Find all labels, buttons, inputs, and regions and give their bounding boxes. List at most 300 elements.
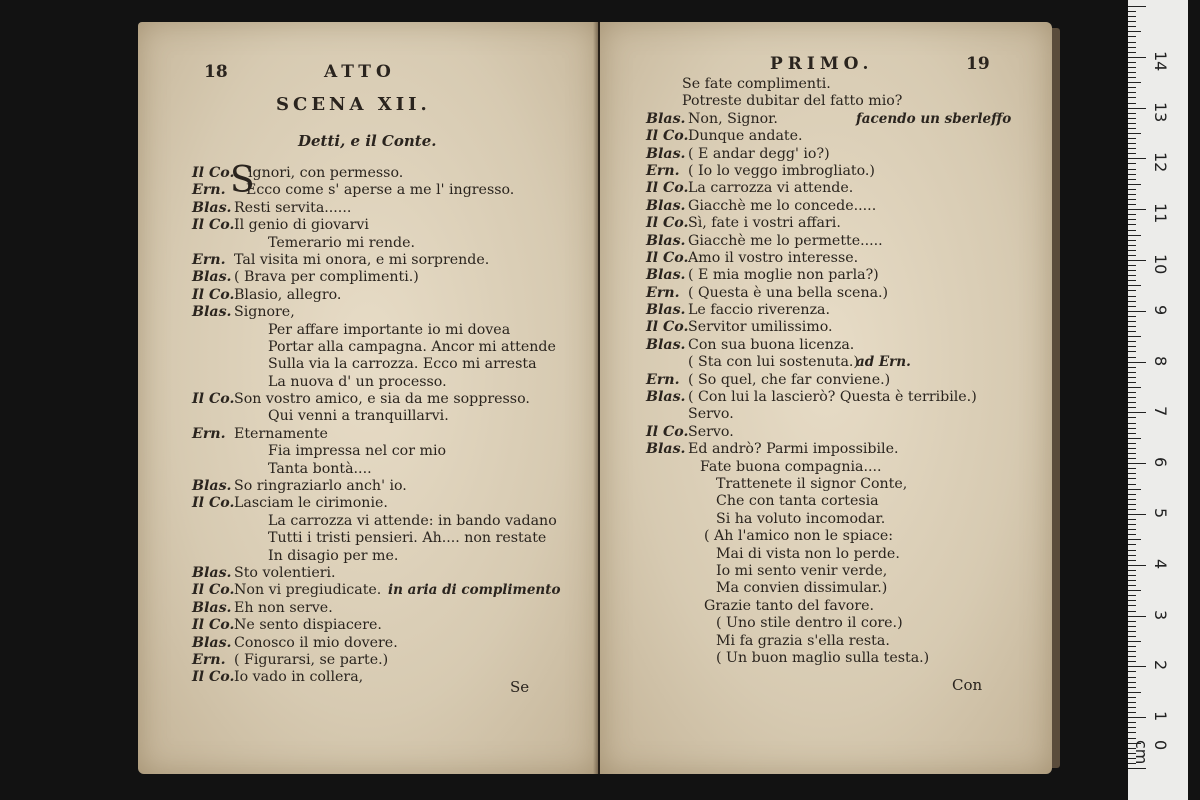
ruler-tick	[1128, 377, 1136, 378]
line-text: Sulla via la carrozza. Ecco mi arresta	[268, 356, 537, 373]
text-line	[192, 652, 598, 669]
speaker-label: Il Co.	[646, 128, 689, 145]
speaker-label: Il Co.	[192, 165, 235, 181]
line-text: ( E andar degg' io?)	[688, 145, 830, 162]
speaker-label: Ern.	[192, 651, 226, 668]
ruler-tick	[1128, 341, 1136, 342]
speaker-label: Blas.	[646, 145, 686, 162]
line-text: Trattenete il signor Conte,	[716, 475, 908, 492]
text-line	[192, 635, 598, 652]
ruler-tick	[1128, 367, 1136, 368]
ruler-tick	[1128, 199, 1136, 200]
text-line	[646, 459, 1052, 476]
ruler-label: 9	[1151, 304, 1170, 315]
ruler-tick	[1128, 707, 1136, 708]
stage-direction: ad Ern.	[856, 354, 911, 371]
text-line	[192, 548, 598, 565]
ruler-tick	[1128, 443, 1136, 444]
ruler-tick	[1128, 438, 1141, 439]
speaker-label: Blas.	[646, 389, 686, 406]
ruler-tick	[1128, 265, 1136, 266]
ruler-tick	[1128, 428, 1136, 429]
text-line	[646, 111, 1052, 128]
ruler-tick	[1128, 57, 1146, 58]
text-line	[192, 582, 598, 599]
speaker-label: Il Co.	[646, 215, 689, 232]
text-line	[192, 513, 598, 530]
left-page	[138, 22, 598, 774]
ruler-tick	[1128, 301, 1136, 302]
speaker-label: Blas.	[192, 478, 232, 495]
text-line	[192, 530, 598, 547]
ruler-tick	[1128, 26, 1136, 27]
ruler-tick	[1128, 489, 1141, 490]
text-line	[192, 478, 598, 495]
line-text: Io vado in collera,	[234, 669, 364, 686]
ruler-tick	[1128, 321, 1136, 322]
ruler-tick	[1128, 651, 1136, 652]
text-line	[192, 339, 598, 356]
text-line	[192, 374, 598, 391]
text-line	[192, 565, 598, 582]
page-number-right: 19	[966, 54, 990, 74]
line-text: Eternamente	[234, 425, 328, 442]
ruler-label: 6	[1151, 457, 1170, 468]
speaker-label: Il Co.	[192, 391, 235, 408]
text-line	[192, 461, 598, 478]
ruler-tick	[1128, 362, 1146, 363]
cast-line: Detti, e il Conte.	[298, 132, 437, 150]
text-line	[192, 669, 598, 686]
ruler-tick	[1128, 250, 1136, 251]
ruler-tick	[1128, 67, 1136, 68]
text-line	[646, 163, 1052, 180]
line-text: ( So quel, che far conviene.)	[688, 371, 891, 388]
line-text: ( Questa è una bella scena.)	[688, 284, 889, 301]
ruler-tick	[1128, 494, 1136, 495]
text-line	[192, 426, 598, 443]
line-text: Non, Signor.	[688, 110, 778, 127]
line-text: ( Figurarsi, se parte.)	[234, 651, 389, 668]
line-text: Si ha voluto incomodar.	[716, 510, 886, 527]
text-line	[192, 600, 598, 617]
ruler-tick	[1128, 621, 1136, 622]
page-edges	[1052, 28, 1060, 768]
ruler-label: 11	[1151, 203, 1170, 224]
ruler-tick	[1128, 108, 1146, 109]
speaker-label: Il Co.	[192, 495, 235, 512]
ruler-tick	[1128, 768, 1146, 769]
ruler-tick	[1128, 697, 1136, 698]
ruler-tick	[1128, 732, 1136, 733]
ruler-tick	[1128, 214, 1136, 215]
line-text: Blasio, allegro.	[234, 286, 342, 303]
text-line	[646, 389, 1052, 406]
ruler-label: 10	[1151, 254, 1170, 275]
ruler-label: 13	[1151, 101, 1170, 122]
ruler-tick	[1128, 453, 1136, 454]
line-text: Eh non serve.	[234, 599, 333, 616]
ruler-tick	[1128, 687, 1136, 688]
speaker-label: Blas.	[646, 441, 686, 458]
line-text: Conosco il mio dovere.	[234, 634, 398, 651]
text-line	[646, 146, 1052, 163]
line-text: Portar alla campagna. Ancor mi attende	[268, 338, 556, 355]
ruler-tick	[1128, 123, 1136, 124]
ruler-tick	[1128, 519, 1136, 520]
ruler-tick	[1128, 550, 1136, 551]
text-line	[646, 233, 1052, 250]
ruler-label: 14	[1151, 50, 1170, 72]
text-line	[646, 598, 1052, 615]
ruler-tick	[1128, 544, 1136, 545]
running-head-right: PRIMO.	[770, 54, 874, 74]
ruler-tick	[1128, 224, 1136, 225]
ruler-tick	[1128, 682, 1136, 683]
ruler-tick	[1128, 611, 1136, 612]
ruler-tick	[1128, 209, 1146, 210]
speaker-label: Blas.	[646, 110, 686, 127]
text-line	[192, 408, 598, 425]
ruler-tick	[1128, 113, 1136, 114]
text-line	[192, 235, 598, 252]
ruler-tick	[1128, 448, 1136, 449]
page-number-left: 18	[204, 62, 228, 82]
text-line	[192, 304, 598, 321]
speaker-label: Blas.	[646, 197, 686, 214]
line-text: Amo il vostro interesse.	[688, 249, 859, 266]
speaker-label: Il Co.	[646, 249, 689, 266]
ruler-tick	[1128, 712, 1136, 713]
measuring-ruler	[1128, 0, 1188, 800]
ruler-tick	[1128, 529, 1136, 530]
line-text: In disagio per me.	[268, 547, 399, 564]
text-line	[646, 580, 1052, 597]
ruler-tick	[1128, 346, 1136, 347]
ruler-tick	[1128, 677, 1136, 678]
text-line	[646, 441, 1052, 458]
ruler-tick	[1128, 575, 1136, 576]
speaker-label: Il Co.	[646, 423, 689, 440]
line-text: Servo.	[688, 406, 734, 423]
text-line	[646, 198, 1052, 215]
left-text-block	[192, 160, 598, 687]
line-text: Mi fa grazia s'ella resta.	[716, 632, 890, 649]
speaker-label: Ern.	[192, 425, 226, 442]
ruler-tick	[1128, 92, 1136, 93]
text-line	[646, 76, 1052, 93]
ruler-tick	[1128, 11, 1136, 12]
ruler-tick	[1128, 169, 1136, 170]
ruler-tick	[1128, 636, 1136, 637]
ruler-tick	[1128, 402, 1136, 403]
ruler-tick	[1128, 275, 1136, 276]
ruler-tick	[1128, 555, 1136, 556]
ruler-tick	[1128, 417, 1136, 418]
line-text: ignori, con permesso.	[248, 165, 404, 181]
speaker-label: Blas.	[646, 267, 686, 284]
line-text: Per affare importante io mi dovea	[268, 321, 511, 338]
text-line	[646, 372, 1052, 389]
text-line	[646, 493, 1052, 510]
line-text: Potreste dubitar del fatto mio?	[682, 93, 903, 110]
speaker-label: Ern.	[646, 284, 680, 301]
ruler-tick	[1128, 189, 1136, 190]
ruler-tick	[1128, 255, 1136, 256]
line-text: Che con tanta cortesia	[716, 493, 879, 510]
ruler-tick	[1128, 174, 1136, 175]
text-line	[192, 165, 598, 182]
ruler-tick	[1128, 72, 1136, 73]
speaker-label: Ern.	[646, 371, 680, 388]
ruler-tick	[1128, 357, 1136, 358]
ruler-tick	[1128, 392, 1136, 393]
ruler-tick	[1128, 717, 1146, 718]
text-line	[646, 337, 1052, 354]
ruler-label: 3	[1151, 609, 1170, 620]
running-head-left: ATTO	[324, 62, 396, 82]
ruler-tick	[1128, 296, 1136, 297]
text-line	[646, 406, 1052, 423]
line-text: Tanta bontà....	[268, 460, 372, 477]
ruler-tick	[1128, 153, 1136, 154]
ruler-tick	[1128, 397, 1136, 398]
line-text: Fate buona compagnia....	[700, 458, 882, 475]
ruler-tick	[1128, 514, 1146, 515]
ruler-tick	[1128, 128, 1136, 129]
ruler-tick	[1128, 372, 1136, 373]
ruler-tick	[1128, 87, 1136, 88]
ruler-tick	[1128, 722, 1136, 723]
ruler-tick	[1128, 463, 1146, 464]
ruler-tick	[1128, 412, 1146, 413]
ruler-tick	[1128, 280, 1136, 281]
ruler-tick	[1128, 204, 1136, 205]
text-line	[646, 250, 1052, 267]
ruler-tick	[1128, 306, 1136, 307]
ruler-tick	[1128, 387, 1141, 388]
speaker-label: Il Co.	[192, 617, 235, 634]
ruler-tick	[1128, 565, 1146, 566]
ruler-tick	[1128, 600, 1136, 601]
speaker-label: Ern.	[646, 162, 680, 179]
text-line	[646, 528, 1052, 545]
line-text: Son vostro amico, e sia da me soppresso.	[234, 391, 530, 408]
stage-direction: in aria di complimento	[388, 582, 561, 599]
line-text: Tutti i tristi pensieri. Ah.... non restate	[268, 530, 547, 547]
ruler-tick	[1128, 290, 1136, 291]
ruler-tick	[1128, 423, 1136, 424]
text-line	[646, 354, 1052, 371]
text-line	[192, 287, 598, 304]
ruler-tick	[1128, 316, 1136, 317]
text-line	[646, 476, 1052, 493]
catchword-left: Se	[510, 678, 530, 696]
ruler-tick	[1128, 433, 1136, 434]
text-line	[192, 495, 598, 512]
ruler-tick	[1128, 671, 1136, 672]
speaker-label: Blas.	[192, 269, 232, 286]
ruler-tick	[1128, 351, 1136, 352]
text-line	[192, 443, 598, 460]
ruler-tick	[1128, 62, 1136, 63]
speaker-label: Ern.	[192, 182, 226, 199]
ruler-tick	[1128, 331, 1136, 332]
ruler-tick	[1128, 77, 1136, 78]
line-text: Lasciam le cirimonie.	[234, 495, 388, 512]
line-text: ( Un buon maglio sulla testa.)	[716, 649, 930, 666]
line-text: ( Uno stile dentro il core.)	[716, 615, 903, 632]
ruler-tick	[1128, 260, 1146, 261]
ruler-tick	[1128, 626, 1136, 627]
catchword-right: Con	[952, 676, 983, 694]
ruler-tick	[1128, 656, 1136, 657]
speaker-label: Il Co.	[646, 180, 689, 197]
text-line	[646, 285, 1052, 302]
ruler-tick	[1128, 702, 1136, 703]
text-line	[192, 252, 598, 269]
ruler-tick	[1128, 6, 1146, 7]
text-line	[192, 617, 598, 634]
ruler-tick	[1128, 468, 1136, 469]
ruler-tick	[1128, 570, 1136, 571]
text-line	[192, 269, 598, 286]
ruler-label: 0 cm	[1132, 740, 1170, 765]
text-line	[192, 356, 598, 373]
line-text: Ne sento dispiacere.	[234, 617, 382, 634]
ruler-tick	[1128, 509, 1136, 510]
ruler-tick	[1128, 82, 1141, 83]
ruler-tick	[1128, 524, 1136, 525]
ruler-tick	[1128, 738, 1136, 739]
ruler-tick	[1128, 148, 1136, 149]
ruler-tick	[1128, 42, 1136, 43]
text-line	[646, 563, 1052, 580]
ruler-tick	[1128, 230, 1136, 231]
line-text: ( E mia moglie non parla?)	[688, 267, 879, 284]
ruler-label: 2	[1151, 660, 1170, 671]
line-text: Dunque andate.	[688, 128, 803, 145]
text-line	[646, 633, 1052, 650]
text-line	[646, 93, 1052, 110]
line-text: ( Con lui la lascierò? Questa è terribile.)	[688, 389, 977, 406]
line-text: Temerario mi rende.	[268, 234, 416, 251]
line-text: Non vi pregiudicate.	[234, 582, 382, 599]
line-text: Il genio di giovarvi	[234, 217, 369, 234]
ruler-tick	[1128, 585, 1136, 586]
line-text: ( Io lo veggo imbrogliato.)	[688, 162, 875, 179]
ruler-tick	[1128, 52, 1136, 53]
ruler-tick	[1128, 270, 1136, 271]
ruler-tick	[1128, 407, 1136, 408]
ruler-tick	[1128, 47, 1136, 48]
speaker-label: Blas.	[192, 304, 232, 321]
text-line	[646, 215, 1052, 232]
ruler-tick	[1128, 473, 1136, 474]
speaker-label: Il Co.	[192, 669, 235, 686]
line-text: Con sua buona licenza.	[688, 336, 855, 353]
line-text: Ecco come s' aperse a me l' ingresso.	[246, 182, 515, 199]
line-text: Servo.	[688, 423, 734, 440]
line-text: Tal visita mi onora, e mi sorprende.	[234, 251, 490, 268]
ruler-tick	[1128, 504, 1136, 505]
ruler-tick	[1128, 16, 1136, 17]
text-line	[646, 267, 1052, 284]
ruler-label: 5	[1151, 508, 1170, 519]
ruler-tick	[1128, 499, 1136, 500]
ruler-tick	[1128, 103, 1136, 104]
text-line	[646, 180, 1052, 197]
line-text: Giacchè me lo concede.....	[688, 197, 877, 214]
ruler-tick	[1128, 36, 1136, 37]
ruler-tick	[1128, 143, 1136, 144]
line-text: Ed andrò? Parmi impossibile.	[688, 441, 899, 458]
ruler-tick	[1128, 179, 1136, 180]
line-text: Giacchè me lo permette.....	[688, 232, 883, 249]
ruler-label: 12	[1151, 152, 1170, 173]
ruler-tick	[1128, 240, 1136, 241]
line-text: So ringraziarlo anch' io.	[234, 478, 407, 495]
ruler-tick	[1128, 245, 1136, 246]
text-line	[646, 615, 1052, 632]
ruler-tick	[1128, 21, 1136, 22]
ruler-tick	[1128, 616, 1146, 617]
speaker-label: Blas.	[192, 599, 232, 616]
ruler-tick	[1128, 666, 1146, 667]
ruler-tick	[1128, 458, 1136, 459]
right-text-block	[646, 76, 1052, 667]
text-line	[646, 128, 1052, 145]
ruler-label: 8	[1151, 355, 1170, 366]
ruler-tick	[1128, 118, 1136, 119]
line-text: Qui venni a tranquillarvi.	[268, 408, 449, 425]
speaker-label: Il Co.	[192, 286, 235, 303]
line-text: ( Sta con lui sostenuta.)	[688, 354, 859, 371]
ruler-tick	[1128, 194, 1136, 195]
ruler-tick	[1128, 692, 1141, 693]
speaker-label: Ern.	[192, 251, 226, 268]
open-book	[138, 22, 1058, 774]
ruler-tick	[1128, 595, 1136, 596]
ruler-label: 7	[1151, 406, 1170, 417]
ruler-tick	[1128, 326, 1136, 327]
text-line	[646, 546, 1052, 563]
ruler-tick	[1128, 484, 1136, 485]
ruler-label: 1	[1151, 711, 1170, 722]
line-text: Fia impressa nel cor mio	[268, 443, 447, 460]
line-text: La nuova d' un processo.	[268, 373, 447, 390]
line-text: Resti servita......	[234, 199, 352, 216]
ruler-tick	[1128, 285, 1141, 286]
text-line	[646, 319, 1052, 336]
line-text: Mai di vista non lo perde.	[716, 545, 900, 562]
speaker-label: Blas.	[192, 634, 232, 651]
stage-direction: facendo un sberleffo	[856, 110, 1012, 127]
speaker-label: Il Co.	[192, 582, 235, 599]
ruler-tick	[1128, 31, 1141, 32]
ruler-tick	[1128, 382, 1136, 383]
speaker-label: Blas.	[192, 564, 232, 581]
line-text: Ma convien dissimular.)	[716, 580, 888, 597]
line-text: Servitor umilissimo.	[688, 319, 833, 336]
text-line	[192, 217, 598, 234]
line-text: ( Brava per complimenti.)	[234, 269, 419, 286]
line-text: Le faccio riverenza.	[688, 302, 831, 319]
speaker-label: Blas.	[646, 302, 686, 319]
ruler-tick	[1128, 534, 1136, 535]
ruler-tick	[1128, 163, 1136, 164]
text-line	[646, 424, 1052, 441]
